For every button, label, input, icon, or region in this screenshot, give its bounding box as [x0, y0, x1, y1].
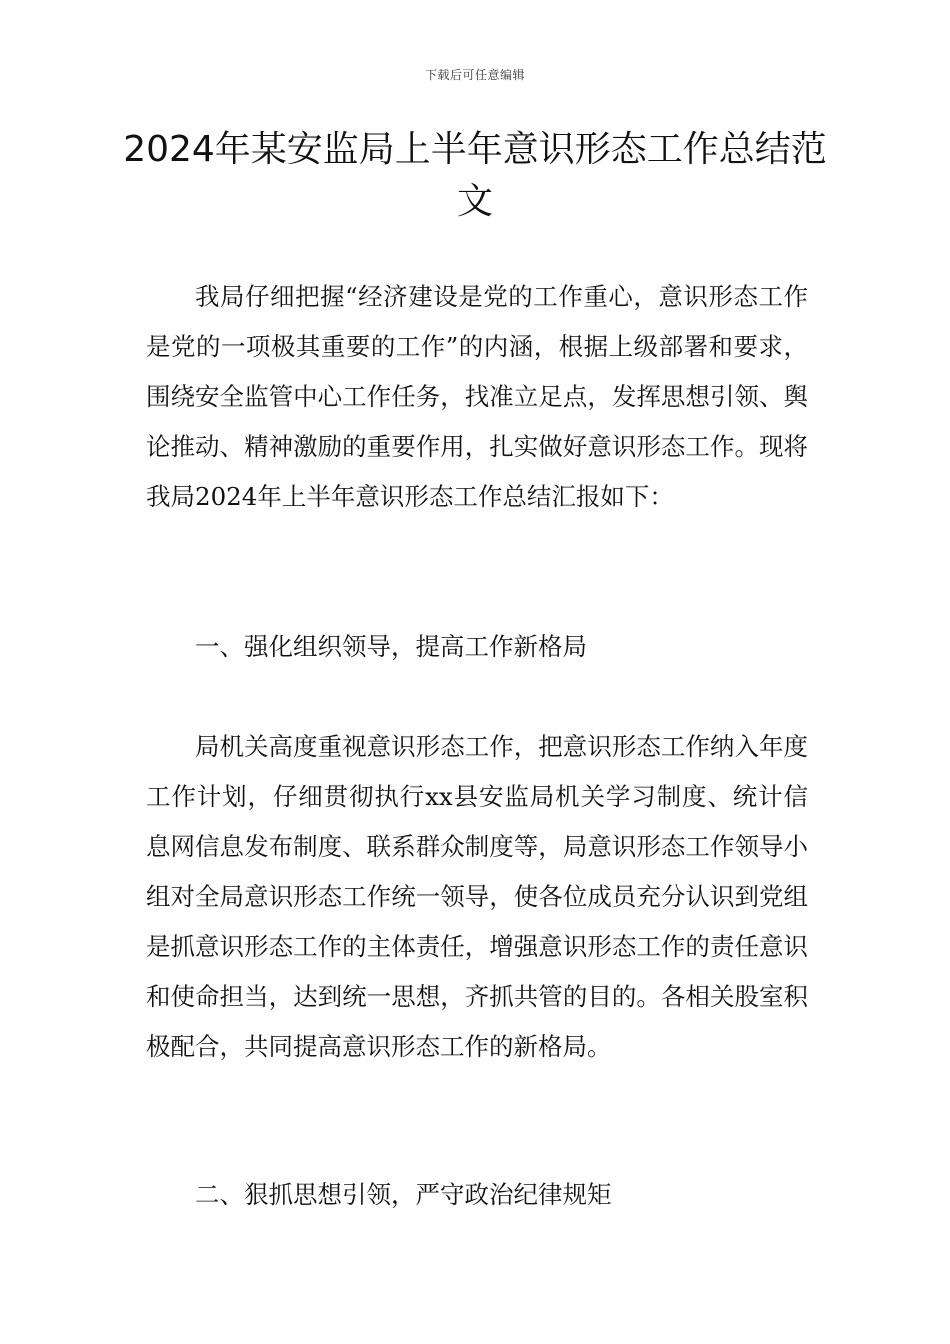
- section-1-heading: 一、强化组织领导，提高工作新格局: [195, 632, 587, 661]
- section-2-heading: 二、狠抓思想引领，严守政治纪律规矩: [195, 1180, 612, 1209]
- document-title: 2024年某安监局上半年意识形态工作总结范文: [123, 129, 827, 222]
- header-note: 下载后可任意编辑: [424, 68, 525, 82]
- section-1-body: 局机关高度重视意识形态工作，把意识形态工作纳入年度工作计划，仔细贯彻执行xx县安监局机关学习制度、统计信息网信息发布制度、联系群众制度等，局意识形态工作领导小组对全局意识形态工作统一领导，使各位成员充分认识到党组是抓意识形态工作的主体责任，增强意识形态工作的责任意识和使命担当，达到统一思想，齐抓共管的目的。各相关股室积极配合，共同提高意识形态工作的新格局。: [146, 732, 808, 1061]
- intro-paragraph: 我局仔细把握“经济建设是党的工作重心，意识形态工作是党的一项极其重要的工作”的内涵，根据上级部署和要求，围绕安全监管中心工作任务，找准立足点，发挥思想引领、舆论推动、精神激励的重要作用，扎实做好意识形态工作。现将我局2024年上半年意识形态工作总结汇报如下：: [146, 282, 808, 511]
